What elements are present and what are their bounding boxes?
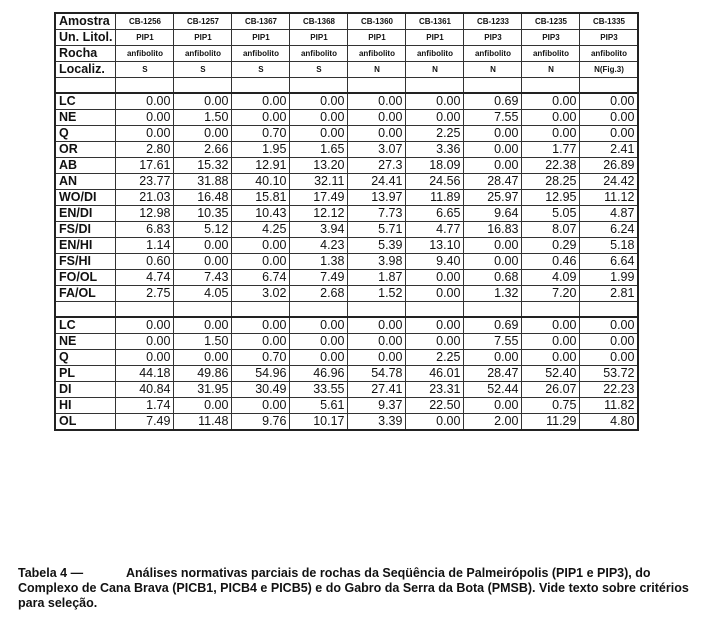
table-cell: 0.00 bbox=[464, 350, 522, 366]
table-cell: 44.18 bbox=[116, 366, 174, 382]
table-cell: 2.75 bbox=[116, 286, 174, 302]
table-cell: 0.00 bbox=[116, 93, 174, 110]
table-cell: 0.00 bbox=[406, 110, 464, 126]
table-cell: 49.86 bbox=[174, 366, 232, 382]
table-cell: 3.39 bbox=[348, 414, 406, 431]
table-cell: 0.00 bbox=[348, 350, 406, 366]
table-cell: 18.09 bbox=[406, 158, 464, 174]
table-cell: 0.00 bbox=[174, 398, 232, 414]
table-cell: 22.38 bbox=[522, 158, 580, 174]
table-cell: CB-1257 bbox=[174, 13, 232, 30]
empty-cell bbox=[580, 302, 639, 318]
table-body bbox=[55, 13, 638, 430]
table-cell: 0.00 bbox=[580, 93, 639, 110]
table-cell: 0.75 bbox=[522, 398, 580, 414]
table-cell: PIP1 bbox=[290, 30, 348, 46]
table-cell: anfibolito bbox=[116, 46, 174, 62]
table-cell: 0.69 bbox=[464, 317, 522, 334]
row-label: OR bbox=[55, 142, 116, 158]
table-cell: 3.07 bbox=[348, 142, 406, 158]
empty-cell bbox=[348, 302, 406, 318]
empty-cell bbox=[55, 302, 116, 318]
row-label: FS/DI bbox=[55, 222, 116, 238]
table-cell: 4.09 bbox=[522, 270, 580, 286]
table-cell: 9.76 bbox=[232, 414, 290, 431]
empty-cell bbox=[55, 78, 116, 94]
table-cell: S bbox=[116, 62, 174, 78]
table-cell: 0.00 bbox=[174, 126, 232, 142]
table-cell: 15.32 bbox=[174, 158, 232, 174]
table-cell: 6.24 bbox=[580, 222, 639, 238]
table-cell: 0.00 bbox=[522, 334, 580, 350]
header-row bbox=[55, 46, 638, 62]
table-cell: 24.42 bbox=[580, 174, 639, 190]
table-cell: 0.00 bbox=[116, 334, 174, 350]
row-label: FS/HI bbox=[55, 254, 116, 270]
table-cell: 13.97 bbox=[348, 190, 406, 206]
table-cell: 0.70 bbox=[232, 350, 290, 366]
table-cell: 1.38 bbox=[290, 254, 348, 270]
row-label: LC bbox=[55, 93, 116, 110]
table-row bbox=[55, 158, 638, 174]
table-cell: 4.23 bbox=[290, 238, 348, 254]
table-cell: 7.20 bbox=[522, 286, 580, 302]
table-cell: 9.64 bbox=[464, 206, 522, 222]
table-row bbox=[55, 286, 638, 302]
table-cell: CB-1368 bbox=[290, 13, 348, 30]
table-cell: 2.00 bbox=[464, 414, 522, 431]
empty-cell bbox=[290, 302, 348, 318]
table-cell: 1.65 bbox=[290, 142, 348, 158]
table-row bbox=[55, 174, 638, 190]
table-cell: 9.40 bbox=[406, 254, 464, 270]
table-cell: 0.00 bbox=[464, 238, 522, 254]
row-label: PL bbox=[55, 366, 116, 382]
table-cell: 7.49 bbox=[290, 270, 348, 286]
table-cell: 0.60 bbox=[116, 254, 174, 270]
row-label: Amostra bbox=[55, 13, 116, 30]
table-cell: S bbox=[174, 62, 232, 78]
table-cell: 5.18 bbox=[580, 238, 639, 254]
row-label: EN/DI bbox=[55, 206, 116, 222]
table-row bbox=[55, 254, 638, 270]
table-cell: 0.00 bbox=[406, 414, 464, 431]
table-cell: 12.98 bbox=[116, 206, 174, 222]
table-cell: 0.00 bbox=[580, 126, 639, 142]
table-cell: 2.41 bbox=[580, 142, 639, 158]
table-cell: 28.47 bbox=[464, 174, 522, 190]
table-cell: 0.29 bbox=[522, 238, 580, 254]
table-cell: 0.00 bbox=[348, 93, 406, 110]
table-cell: 0.00 bbox=[232, 254, 290, 270]
empty-cell bbox=[116, 78, 174, 94]
table-cell: anfibolito bbox=[406, 46, 464, 62]
table-cell: 0.00 bbox=[580, 334, 639, 350]
table-cell: 28.47 bbox=[464, 366, 522, 382]
table-cell: 0.00 bbox=[116, 350, 174, 366]
row-label: EN/HI bbox=[55, 238, 116, 254]
table-cell: 1.74 bbox=[116, 398, 174, 414]
table-row bbox=[55, 110, 638, 126]
table-cell: 11.48 bbox=[174, 414, 232, 431]
table-cell: PIP1 bbox=[406, 30, 464, 46]
table-cell: 22.50 bbox=[406, 398, 464, 414]
table-cell: 0.00 bbox=[232, 238, 290, 254]
table-cell: S bbox=[232, 62, 290, 78]
table-cell: PIP3 bbox=[522, 30, 580, 46]
table-cell: 15.81 bbox=[232, 190, 290, 206]
table-cell: 11.12 bbox=[580, 190, 639, 206]
table-cell: 0.00 bbox=[464, 398, 522, 414]
table-cell: 0.00 bbox=[348, 126, 406, 142]
table-cell: 3.94 bbox=[290, 222, 348, 238]
row-label: WO/DI bbox=[55, 190, 116, 206]
norm-analysis-table bbox=[54, 12, 639, 431]
table-row bbox=[55, 126, 638, 142]
table-cell: anfibolito bbox=[522, 46, 580, 62]
table-cell: 12.91 bbox=[232, 158, 290, 174]
table-cell: 0.00 bbox=[116, 317, 174, 334]
row-label: AN bbox=[55, 174, 116, 190]
table-cell: 3.98 bbox=[348, 254, 406, 270]
table-cell: 7.55 bbox=[464, 334, 522, 350]
table-cell: 0.00 bbox=[232, 334, 290, 350]
table-cell: 3.36 bbox=[406, 142, 464, 158]
table-row bbox=[55, 222, 638, 238]
table-row bbox=[55, 334, 638, 350]
table-cell: 0.00 bbox=[406, 286, 464, 302]
table-cell: PIP3 bbox=[580, 30, 639, 46]
table-cell: 21.03 bbox=[116, 190, 174, 206]
table-cell: N bbox=[522, 62, 580, 78]
table-cell: 4.77 bbox=[406, 222, 464, 238]
table-cell: PIP3 bbox=[464, 30, 522, 46]
table-cell: 1.50 bbox=[174, 334, 232, 350]
table-cell: 0.00 bbox=[348, 110, 406, 126]
empty-cell bbox=[116, 302, 174, 318]
table-cell: 0.00 bbox=[290, 126, 348, 142]
table-cell: 1.95 bbox=[232, 142, 290, 158]
table-cell: 0.00 bbox=[522, 126, 580, 142]
table-cell: 8.07 bbox=[522, 222, 580, 238]
table-cell: 24.56 bbox=[406, 174, 464, 190]
table-cell: 0.00 bbox=[174, 350, 232, 366]
table-cell: 0.00 bbox=[174, 317, 232, 334]
table-cell: 4.74 bbox=[116, 270, 174, 286]
empty-cell bbox=[522, 302, 580, 318]
header-row bbox=[55, 62, 638, 78]
table-cell: 12.12 bbox=[290, 206, 348, 222]
table-cell: 0.00 bbox=[464, 158, 522, 174]
row-label: OL bbox=[55, 414, 116, 431]
row-label: AB bbox=[55, 158, 116, 174]
table-cell: 0.00 bbox=[580, 110, 639, 126]
table-cell: 0.00 bbox=[290, 317, 348, 334]
table-cell: 24.41 bbox=[348, 174, 406, 190]
table-cell: 0.00 bbox=[522, 110, 580, 126]
table-cell: 4.25 bbox=[232, 222, 290, 238]
caption-text: Análises normativas parciais de rochas da Seqüência de Palmeirópolis (PIP1 e PIP3), do Complexo de Cana Brava (PICB1, PICB4 e PICB5) e do Gabro da Serra da Bota (PMSB). Vide texto sobre critérios para seleção. bbox=[18, 566, 689, 610]
table-cell: 0.00 bbox=[116, 126, 174, 142]
table-cell: 16.48 bbox=[174, 190, 232, 206]
table-cell: anfibolito bbox=[348, 46, 406, 62]
table-cell: PIP1 bbox=[348, 30, 406, 46]
table-cell: 10.43 bbox=[232, 206, 290, 222]
table-cell: 0.70 bbox=[232, 126, 290, 142]
table-cell: 4.05 bbox=[174, 286, 232, 302]
row-label: Q bbox=[55, 126, 116, 142]
table-cell: 9.37 bbox=[348, 398, 406, 414]
table-cell: 10.17 bbox=[290, 414, 348, 431]
caption-label: Tabela 4 — bbox=[18, 566, 84, 580]
table-cell: 11.89 bbox=[406, 190, 464, 206]
table-cell: CB-1360 bbox=[348, 13, 406, 30]
table-cell: 0.00 bbox=[522, 350, 580, 366]
table-cell: 6.83 bbox=[116, 222, 174, 238]
table-cell: 1.14 bbox=[116, 238, 174, 254]
table-cell: 0.00 bbox=[348, 317, 406, 334]
table-cell: 7.55 bbox=[464, 110, 522, 126]
table-cell: 16.83 bbox=[464, 222, 522, 238]
table-cell: 1.50 bbox=[174, 110, 232, 126]
row-label: Rocha bbox=[55, 46, 116, 62]
empty-cell bbox=[348, 78, 406, 94]
table-cell: 1.99 bbox=[580, 270, 639, 286]
table-cell: 27.3 bbox=[348, 158, 406, 174]
table-cell: 4.87 bbox=[580, 206, 639, 222]
table-cell: N bbox=[348, 62, 406, 78]
header-row bbox=[55, 30, 638, 46]
table-cell: 27.41 bbox=[348, 382, 406, 398]
table-cell: 22.23 bbox=[580, 382, 639, 398]
table-cell: 6.74 bbox=[232, 270, 290, 286]
table-cell: N bbox=[406, 62, 464, 78]
table-cell: 2.68 bbox=[290, 286, 348, 302]
table-cell: 7.73 bbox=[348, 206, 406, 222]
table-cell: 12.95 bbox=[522, 190, 580, 206]
table-cell: 0.00 bbox=[232, 398, 290, 414]
table-cell: anfibolito bbox=[174, 46, 232, 62]
table-cell: 1.77 bbox=[522, 142, 580, 158]
table-row bbox=[55, 238, 638, 254]
table-cell: 1.87 bbox=[348, 270, 406, 286]
table-cell: 5.05 bbox=[522, 206, 580, 222]
spacer-row bbox=[55, 78, 638, 94]
table-cell: 40.10 bbox=[232, 174, 290, 190]
table-cell: CB-1367 bbox=[232, 13, 290, 30]
row-label: DI bbox=[55, 382, 116, 398]
table-cell: 31.88 bbox=[174, 174, 232, 190]
table-cell: 6.65 bbox=[406, 206, 464, 222]
table-cell: 10.35 bbox=[174, 206, 232, 222]
table-cell: 6.64 bbox=[580, 254, 639, 270]
table-cell: 11.29 bbox=[522, 414, 580, 431]
table-cell: 46.96 bbox=[290, 366, 348, 382]
table-cell: 25.97 bbox=[464, 190, 522, 206]
table-cell: 0.00 bbox=[290, 350, 348, 366]
table-cell: 7.43 bbox=[174, 270, 232, 286]
table-cell: CB-1256 bbox=[116, 13, 174, 30]
row-label: NE bbox=[55, 334, 116, 350]
table-row bbox=[55, 382, 638, 398]
table-cell: 0.00 bbox=[464, 126, 522, 142]
row-label: NE bbox=[55, 110, 116, 126]
table-cell: 0.00 bbox=[232, 317, 290, 334]
empty-cell bbox=[406, 78, 464, 94]
table-cell: 17.49 bbox=[290, 190, 348, 206]
table-cell: 31.95 bbox=[174, 382, 232, 398]
table-cell: 5.12 bbox=[174, 222, 232, 238]
table-row bbox=[55, 398, 638, 414]
row-label: Localiz. bbox=[55, 62, 116, 78]
table-cell: 17.61 bbox=[116, 158, 174, 174]
table-cell: 23.77 bbox=[116, 174, 174, 190]
table-cell: 0.00 bbox=[406, 317, 464, 334]
table-cell: CB-1235 bbox=[522, 13, 580, 30]
empty-cell bbox=[174, 302, 232, 318]
table-cell: anfibolito bbox=[580, 46, 639, 62]
table-cell: 26.89 bbox=[580, 158, 639, 174]
table-row bbox=[55, 206, 638, 222]
table-cell: 0.00 bbox=[232, 110, 290, 126]
table-cell: PIP1 bbox=[116, 30, 174, 46]
table-cell: 32.11 bbox=[290, 174, 348, 190]
table-cell: S bbox=[290, 62, 348, 78]
table-cell: 2.66 bbox=[174, 142, 232, 158]
table-cell: 0.00 bbox=[290, 93, 348, 110]
table-cell: 54.78 bbox=[348, 366, 406, 382]
spacer-row bbox=[55, 302, 638, 318]
row-label: Un. Litol. bbox=[55, 30, 116, 46]
empty-cell bbox=[522, 78, 580, 94]
table-cell: 5.71 bbox=[348, 222, 406, 238]
table-cell: 0.00 bbox=[406, 93, 464, 110]
table-cell: 11.82 bbox=[580, 398, 639, 414]
empty-cell bbox=[232, 302, 290, 318]
table-cell: 52.40 bbox=[522, 366, 580, 382]
table-cell: anfibolito bbox=[464, 46, 522, 62]
row-label: Q bbox=[55, 350, 116, 366]
table-cell: 0.00 bbox=[464, 142, 522, 158]
table-row bbox=[55, 317, 638, 334]
table-cell: 1.52 bbox=[348, 286, 406, 302]
table-cell: 53.72 bbox=[580, 366, 639, 382]
table-cell: 2.25 bbox=[406, 350, 464, 366]
header-row bbox=[55, 13, 638, 30]
table-cell: N(Fig.3) bbox=[580, 62, 639, 78]
table-cell: CB-1361 bbox=[406, 13, 464, 30]
table-cell: 13.20 bbox=[290, 158, 348, 174]
table-cell: 2.80 bbox=[116, 142, 174, 158]
table-cell: 7.49 bbox=[116, 414, 174, 431]
table-row bbox=[55, 414, 638, 431]
empty-cell bbox=[232, 78, 290, 94]
table-row bbox=[55, 366, 638, 382]
table-cell: 5.39 bbox=[348, 238, 406, 254]
table-cell: 0.69 bbox=[464, 93, 522, 110]
table-cell: 0.00 bbox=[580, 350, 639, 366]
table-cell: 0.00 bbox=[174, 238, 232, 254]
table-cell: 0.00 bbox=[116, 110, 174, 126]
table-cell: 0.00 bbox=[406, 270, 464, 286]
table-cell: 0.68 bbox=[464, 270, 522, 286]
table-cell: 5.61 bbox=[290, 398, 348, 414]
empty-cell bbox=[174, 78, 232, 94]
table-row bbox=[55, 190, 638, 206]
table-cell: 33.55 bbox=[290, 382, 348, 398]
table-cell: anfibolito bbox=[232, 46, 290, 62]
table-cell: 3.02 bbox=[232, 286, 290, 302]
table-cell: 2.25 bbox=[406, 126, 464, 142]
empty-cell bbox=[580, 78, 639, 94]
table-cell: PIP1 bbox=[174, 30, 232, 46]
table-cell: 4.80 bbox=[580, 414, 639, 431]
table-caption bbox=[18, 566, 708, 611]
table-cell: 40.84 bbox=[116, 382, 174, 398]
table-cell: 13.10 bbox=[406, 238, 464, 254]
table-cell: 0.00 bbox=[464, 254, 522, 270]
table-row bbox=[55, 350, 638, 366]
empty-cell bbox=[464, 302, 522, 318]
table-cell: PIP1 bbox=[232, 30, 290, 46]
table-cell: 0.00 bbox=[232, 93, 290, 110]
table-cell: anfibolito bbox=[290, 46, 348, 62]
table-cell: 30.49 bbox=[232, 382, 290, 398]
table-cell: N bbox=[464, 62, 522, 78]
table-row bbox=[55, 93, 638, 110]
table-cell: 0.00 bbox=[406, 334, 464, 350]
table-cell: 26.07 bbox=[522, 382, 580, 398]
table-row bbox=[55, 142, 638, 158]
row-label: FO/OL bbox=[55, 270, 116, 286]
table-cell: 46.01 bbox=[406, 366, 464, 382]
table-cell: 2.81 bbox=[580, 286, 639, 302]
row-label: FA/OL bbox=[55, 286, 116, 302]
table-cell: CB-1233 bbox=[464, 13, 522, 30]
table-cell: 52.44 bbox=[464, 382, 522, 398]
row-label: LC bbox=[55, 317, 116, 334]
table-cell: 0.00 bbox=[174, 254, 232, 270]
table-cell: 23.31 bbox=[406, 382, 464, 398]
table-cell: 1.32 bbox=[464, 286, 522, 302]
table-cell: 28.25 bbox=[522, 174, 580, 190]
table-cell: 0.00 bbox=[522, 317, 580, 334]
empty-cell bbox=[406, 302, 464, 318]
empty-cell bbox=[464, 78, 522, 94]
table-cell: 0.00 bbox=[522, 93, 580, 110]
empty-cell bbox=[290, 78, 348, 94]
table-cell: 0.00 bbox=[290, 334, 348, 350]
table-cell: CB-1335 bbox=[580, 13, 639, 30]
table-cell: 54.96 bbox=[232, 366, 290, 382]
table-cell: 0.00 bbox=[174, 93, 232, 110]
table-cell: 0.00 bbox=[348, 334, 406, 350]
table-row bbox=[55, 270, 638, 286]
table-cell: 0.00 bbox=[580, 317, 639, 334]
table-cell: 0.00 bbox=[290, 110, 348, 126]
row-label: HI bbox=[55, 398, 116, 414]
table-cell: 0.46 bbox=[522, 254, 580, 270]
